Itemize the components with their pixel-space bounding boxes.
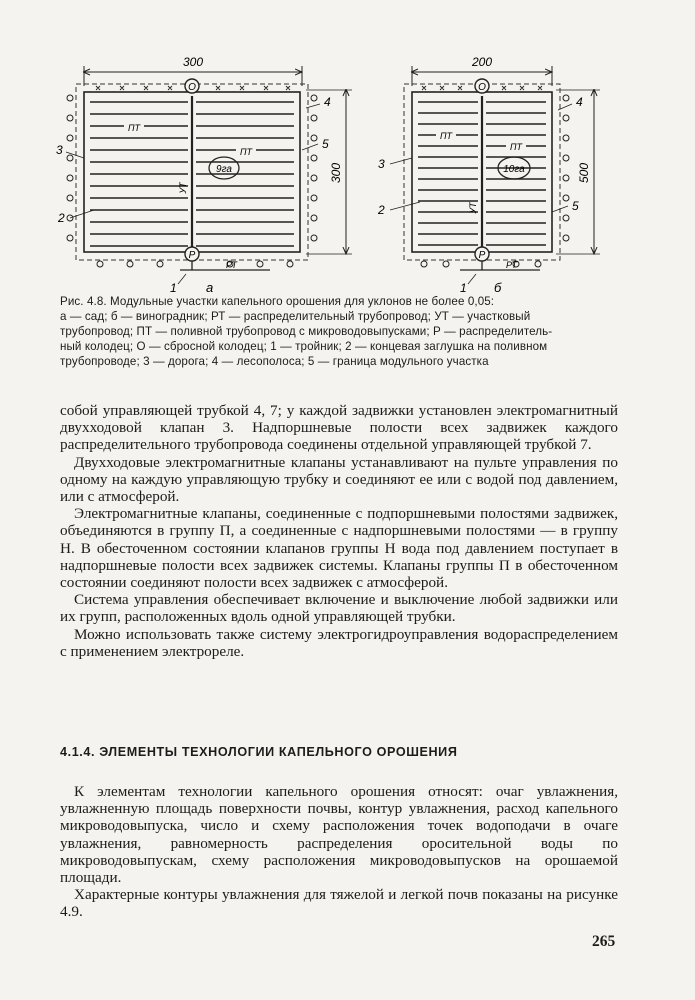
caption-line: ный колодец; О — сбросной колодец; 1 — тройник; 2 — концевая заглушка на поливном [60,340,548,353]
figure-4-8 [40,40,640,300]
callout-2: 2 [58,211,65,225]
caption-line: Рис. 4.8. Модульные участки капельного орошения для уклонов не более 0,05: [60,295,495,308]
width-label: 300 [182,55,204,69]
caption-line: а — сад; б — виноградник; РТ — распределительный трубопровод; УТ — участковый [60,310,531,323]
callout-3: 3 [56,143,63,157]
paragraph: собой управляющей трубкой 4, 7; у каждой задвижки установлен электромагнитный двухходовой клапан 3. Надпоршневые полости всех задвижек каждого распределительного трубопровода соединены отдельной управляющей трубкой 7. [60,402,618,454]
pipe-ut-label: УТ [468,202,478,214]
callout-1: 1 [460,281,467,295]
section-heading: 4.1.4. ЭЛЕМЕНТЫ ТЕХНОЛОГИИ КАПЕЛЬНОГО ОРОШЕНИЯ [60,745,458,759]
paragraph: Характерные контуры увлажнения для тяжелой и легкой почв показаны на рисунке 4.9. [60,886,618,921]
callout-5: 5 [322,137,329,151]
paragraph: Система управления обеспечивает включение и выключение любой задвижки или их групп, расположенных вдоль одной управляющей трубки. [60,591,618,626]
body-text [60,402,618,660]
paragraph: К элементам технологии капельного орошения относят: очаг увлажнения, увлажненную площадь поверхности почвы, контур увлажнения, расход капельного микроводовыпуска, число и схему расположения точек водоподачи в очаге увлажнения, равномерность распределения оросительной воды по микроводовыпускам, схему расположения микроводовыпусков на орошаемой площади. [60,783,618,887]
drain-well-label: O [188,82,196,93]
callout-1: 1 [170,281,177,295]
callout-4: 4 [324,95,331,109]
pipe-pt-label-1: ПТ [439,131,453,141]
pipe-rt-label: РТ [226,260,237,270]
callout-5: 5 [572,199,579,213]
panel-letter-a: а [206,280,214,295]
height-label: 300 [329,162,343,184]
distribution-well-label: P [188,250,196,261]
drain-well-label: O [478,82,486,93]
callout-2: 2 [378,203,385,217]
callout-3: 3 [378,157,385,171]
forest-belt-right [421,95,569,267]
pipe-pt-label-1: ПТ [127,123,141,133]
caption-line: трубопровод; ПТ — поливной трубопровод с микроводовыпусками; Р — распределитель- [60,325,553,338]
paragraph: Двухходовые электромагнитные клапаны устанавливают на пульте управления по одному на каждую управляющую трубку и соединяют ее или с водой под давлением, или с атмосферой. [60,453,618,506]
area-label: 10га [503,164,525,175]
caption-line: трубопроводе; 3 — дорога; 4 — лесополоса; 5 — граница модульного участка [60,355,489,368]
area-label: 9га [216,164,232,175]
panel-a [56,55,352,295]
width-label: 200 [471,55,493,69]
pipe-pt-label-2: ПТ [239,147,253,157]
body-text-section [60,783,618,921]
callout-4: 4 [576,95,583,109]
figure-caption [60,294,630,369]
paragraph: Электромагнитные клапаны, соединенные с подпоршневыми полостями задвижек, объединяются в группу П, а соединенные с надпоршневыми полостями — в группу Н. В обесточенном состоянии клапанов группы Н вода под давлением поступает в надпоршневые полости всех задвижек системы. Клапаны группы П в обесточенном состоянии соединяют полости всех задвижек с атмосферой. [60,505,618,592]
pipe-pt-label-2: ПТ [509,142,523,152]
panel-letter-b: б [494,280,502,295]
distribution-well-label: P [478,250,486,261]
height-label: 500 [577,162,591,184]
pipe-rt-label: РТ [506,260,517,270]
page-number: 265 [592,933,616,950]
panel-b [377,55,600,295]
drip-irrigation-diagram [40,40,640,300]
paragraph: Можно использовать также систему электрогидроуправления водораспределением с применением электрореле. [60,625,618,660]
pipe-ut-label: УТ [178,182,188,194]
